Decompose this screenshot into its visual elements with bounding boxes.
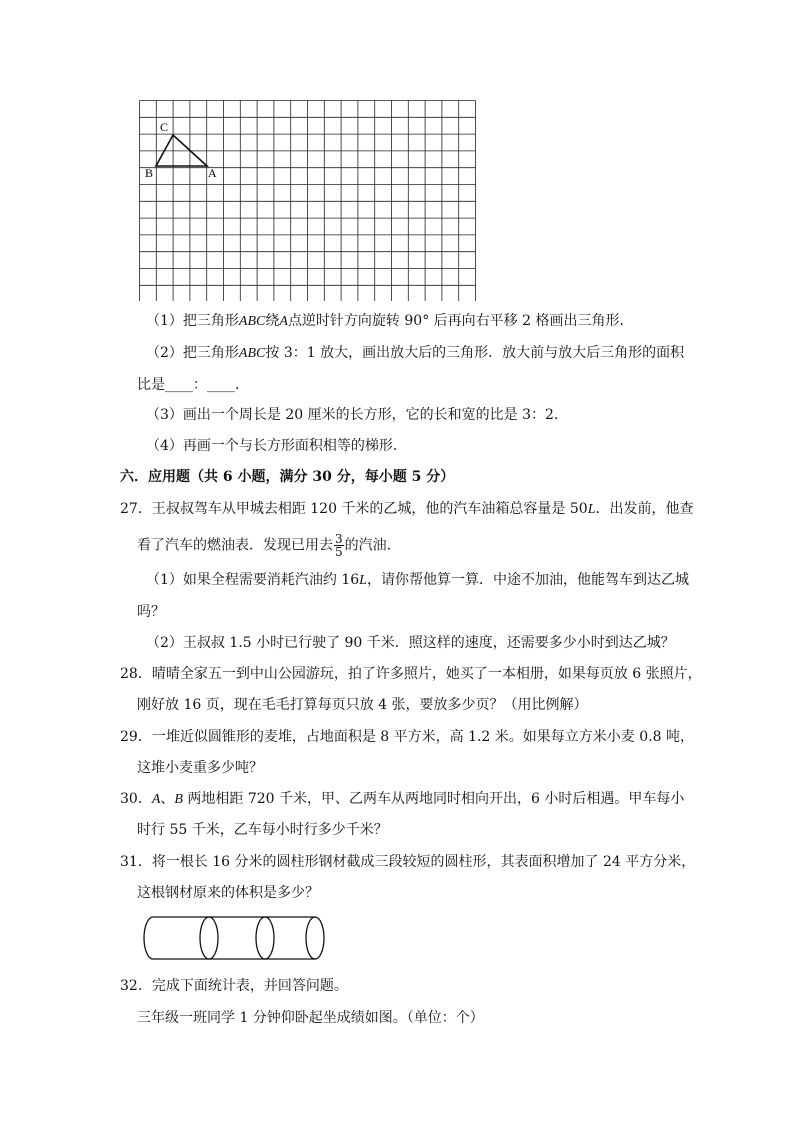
q30-separator: 、 (160, 791, 175, 807)
q27-unit-l: L (587, 502, 596, 517)
q27-part1-cont: 吗？ (137, 604, 165, 620)
q30-line1-number: 30． (120, 791, 152, 807)
q27-part2: （2）王叔叔 1.5 小时已行驶了 90 千米．照这样的速度，还需要多少小时到达乙城？ (146, 635, 675, 651)
q26-part2 (146, 343, 684, 364)
q32-line2: 三年级一班同学 1 分钟仰卧起坐成绩如图。（单位：个） (137, 1010, 484, 1026)
q26-part4: （4）再画一个与长方形面积相等的梯形． (146, 438, 407, 454)
q27-line1-text-b: ．出发前，他查 (595, 501, 694, 517)
q26-part1-text-a: （1）把三角形 (146, 313, 239, 329)
q26-part1 (146, 311, 633, 332)
q28-line1: 28．晴晴全家五一到中山公园游玩，拍了许多照片，她买了一本相册，如果每页放 6 张照片， (120, 666, 702, 682)
label-c: C (160, 120, 169, 134)
q29-line2: 这堆小麦重多少吨？ (137, 760, 263, 776)
section-6-title: 六．应用题（共 6 小题，满分 30 分，每小题 5 分） (120, 469, 455, 485)
q27-line2-text-b: 的汽油． (344, 537, 401, 554)
fraction-numerator: 3 (335, 532, 343, 546)
q30-line1 (120, 789, 684, 810)
q27-part1 (146, 570, 689, 591)
cylinder-figure (141, 914, 329, 962)
q27-line1-text-a: 27．王叔叔驾车从甲城去相距 120 千米的乙城，他的汽车油箱总容量是 50 (120, 501, 588, 517)
q26-part1-text-c: 点逆时针方向旋转 90° 后再向右平移 2 格画出三角形． (287, 313, 634, 329)
q32-line1: 32．完成下面统计表，并回答问题。 (120, 978, 348, 994)
grid-figure (139, 100, 476, 301)
q26-part2-abc: ABC (238, 346, 266, 361)
q27-part1-unit: L (359, 573, 367, 588)
fraction-three-fifths (334, 533, 344, 558)
q31-line1: 31．将一根长 16 分米的圆柱形钢材截成三段较短的圆柱形，其表面积增加了 24 平方分米， (120, 854, 696, 870)
q26-part1-text-b: 绕 (265, 313, 280, 329)
q27-line2 (137, 533, 401, 558)
q27-line1 (120, 499, 694, 520)
q26-part2-text-b: 按 3：1 放大，画出放大后的三角形．放大前与放大后三角形的面积 (265, 345, 685, 361)
q30-point-a: A (151, 792, 161, 807)
q26-part1-point: A (279, 314, 288, 329)
q27-line2-text-a: 看了汽车的燃油表．发现已用去 (137, 537, 333, 554)
q29-line1: 29．一堆近似圆锥形的麦堆，占地面积是 8 平方米，高 1.2 米。如果每立方米小麦 0.8 吨， (120, 729, 694, 745)
label-a: A (208, 166, 217, 180)
grid-lines (140, 101, 476, 302)
label-b: B (145, 166, 154, 180)
q27-part1-text-b: ，请你帮他算一算．中途不加油，他能驾车到达乙城 (366, 572, 689, 588)
q30-line2: 时行 55 千米，乙车每小时行多少千米？ (137, 822, 388, 838)
q26-part1-abc: ABC (238, 314, 266, 329)
q26-part2-text-a: （2）把三角形 (146, 345, 239, 361)
q30-line1-text: 两地相距 720 千米，甲、乙两车从两地同时相向开出，6 小时后相遇。甲车每小 (182, 791, 685, 807)
q31-line2: 这根钢材原来的体积是多少？ (137, 885, 319, 901)
q26-part2-cont: 比是____：____． (137, 377, 249, 393)
q26-part3: （3）画出一个周长是 20 厘米的长方形，它的长和宽的比是 3：2． (146, 407, 568, 423)
fraction-denominator: 5 (335, 545, 343, 559)
q30-point-b: B (174, 792, 183, 807)
q28-line2: 刚好放 16 页，现在毛毛打算每页只放 4 张，要放多少页？（用比例解） (137, 697, 588, 713)
q27-part1-text-a: （1）如果全程需要消耗汽油约 16 (146, 572, 360, 588)
